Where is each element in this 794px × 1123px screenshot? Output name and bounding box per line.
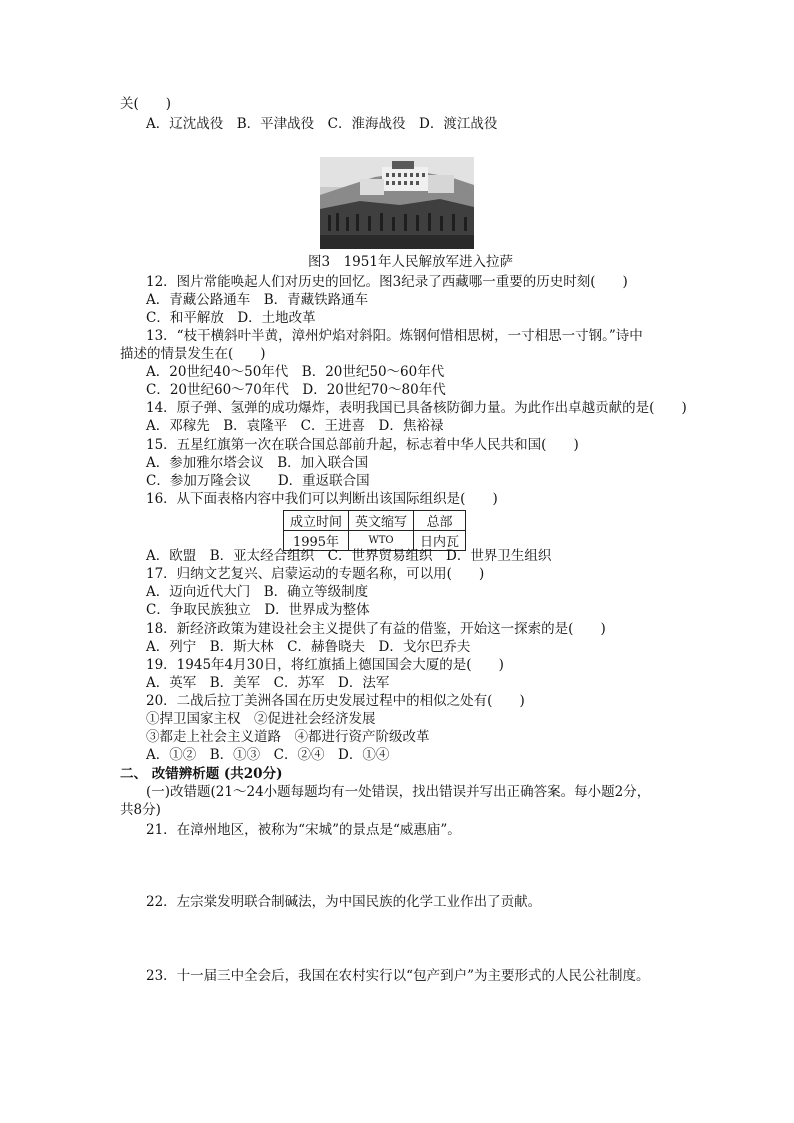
q18-stem: 18．新经济政策为建设社会主义提供了有益的借鉴，开始这一探索的是( ): [146, 621, 606, 637]
figure-caption: 图3 1951年人民解放军进入拉萨: [308, 254, 513, 270]
q20-item-1: ①捍卫国家主权 ②促进社会经济发展: [146, 711, 376, 727]
potala-palace-photo: [320, 157, 474, 249]
q13-stem-2: 描述的情景发生在( ): [120, 346, 266, 362]
q12-options-2: C．和平解放 D．土地改革: [146, 310, 316, 326]
q16-options: A．欧盟 B．亚太经合组织 C．世界贸易组织 D．世界卫生组织: [146, 548, 552, 564]
q13-stem-1: 13．“枝干横斜叶半黄，漳州炉焰对斜阳。炼钢何惜相思树，一寸相思一寸钢。”诗中: [146, 328, 643, 344]
q14-options: A．邓稼先 B．袁隆平 C．王进喜 D．焦裕禄: [146, 418, 444, 434]
section-2-instructions-1: (一)改错题(21～24小题每题均有一处错误，找出错误并写出正确答案。每小题2分，: [146, 784, 651, 800]
q16-stem: 16．从下面表格内容中我们可以判断出该国际组织是( ): [146, 491, 498, 507]
q23-stem: 23．十一届三中全会后，我国在农村实行以“包产到户”为主要形式的人民公社制度。: [146, 968, 650, 984]
table-header-cell: 总部: [414, 511, 466, 531]
q22-stem: 22．左宗棠发明联合制碱法，为中国民族的化学工业作出了贡献。: [146, 894, 542, 910]
q11-stem-tail: 关( ): [120, 96, 172, 112]
q15-options-1: A．参加雅尔塔会议 B．加入联合国: [146, 455, 369, 471]
q18-options: A．列宁 B．斯大林 C．赫鲁晓夫 D．戈尔巴乔夫: [146, 639, 471, 655]
q19-options: A．英军 B．美军 C．苏军 D．法军: [146, 675, 390, 691]
q12-stem: 12．图片常能唤起人们对历史的回忆。图3纪录了西藏哪一重要的历史时刻( ): [146, 274, 628, 290]
q12-options-1: A．青藏公路通车 B．青藏铁路通车: [146, 292, 369, 308]
q13-options-1: A．20世纪40～50年代 B．20世纪50～60年代: [146, 364, 445, 380]
q14-stem: 14．原子弹、氢弹的成功爆炸，表明我国已具备核防御力量。为此作出卓越贡献的是( ): [146, 400, 687, 416]
q17-options-2: C．争取民族独立 D．世界成为整体: [146, 602, 370, 618]
table-cell: 1995年: [284, 531, 349, 551]
table-header-row: [284, 511, 466, 531]
section-2-title: 二、 改错辨析题 (共20分): [120, 766, 283, 782]
q20-stem: 20．二战后拉丁美洲各国在历史发展过程中的相似之处有( ): [146, 693, 525, 709]
table-header-cell: 英文缩写: [349, 511, 414, 531]
q17-options-1: A．迈向近代大门 B．确立等级制度: [146, 584, 369, 600]
q17-stem: 17．归纳文艺复兴、启蒙运动的专题名称，可以用( ): [146, 566, 485, 582]
q19-stem: 19．1945年4月30日，将红旗插上德国国会大厦的是( ): [146, 657, 504, 673]
q21-stem: 21．在漳州地区，被称为“宋城”的景点是“威惠庙”。: [146, 822, 461, 838]
q20-item-2: ③都走上社会主义道路 ④都进行资产阶级改革: [146, 729, 430, 745]
table-cell: 日内瓦: [414, 531, 466, 551]
q15-stem: 15．五星红旗第一次在联合国总部前升起，标志着中华人民共和国( ): [146, 437, 579, 453]
q16-info-table: [283, 510, 466, 551]
photo-illustration: [320, 157, 474, 249]
q13-options-2: C．20世纪60～70年代 D．20世纪70～80年代: [146, 382, 446, 398]
q20-options: A．①② B．①③ C．②④ D．①④: [146, 747, 390, 763]
table-cell: WTO: [349, 531, 414, 551]
q11-options: A．辽沈战役 B．平津战役 C．淮海战役 D．渡江战役: [146, 116, 498, 132]
table-header-cell: 成立时间: [284, 511, 349, 531]
q15-options-2: C．参加万隆会议 D．重返联合国: [146, 473, 370, 489]
section-2-instructions-2: 共8分): [120, 802, 161, 818]
